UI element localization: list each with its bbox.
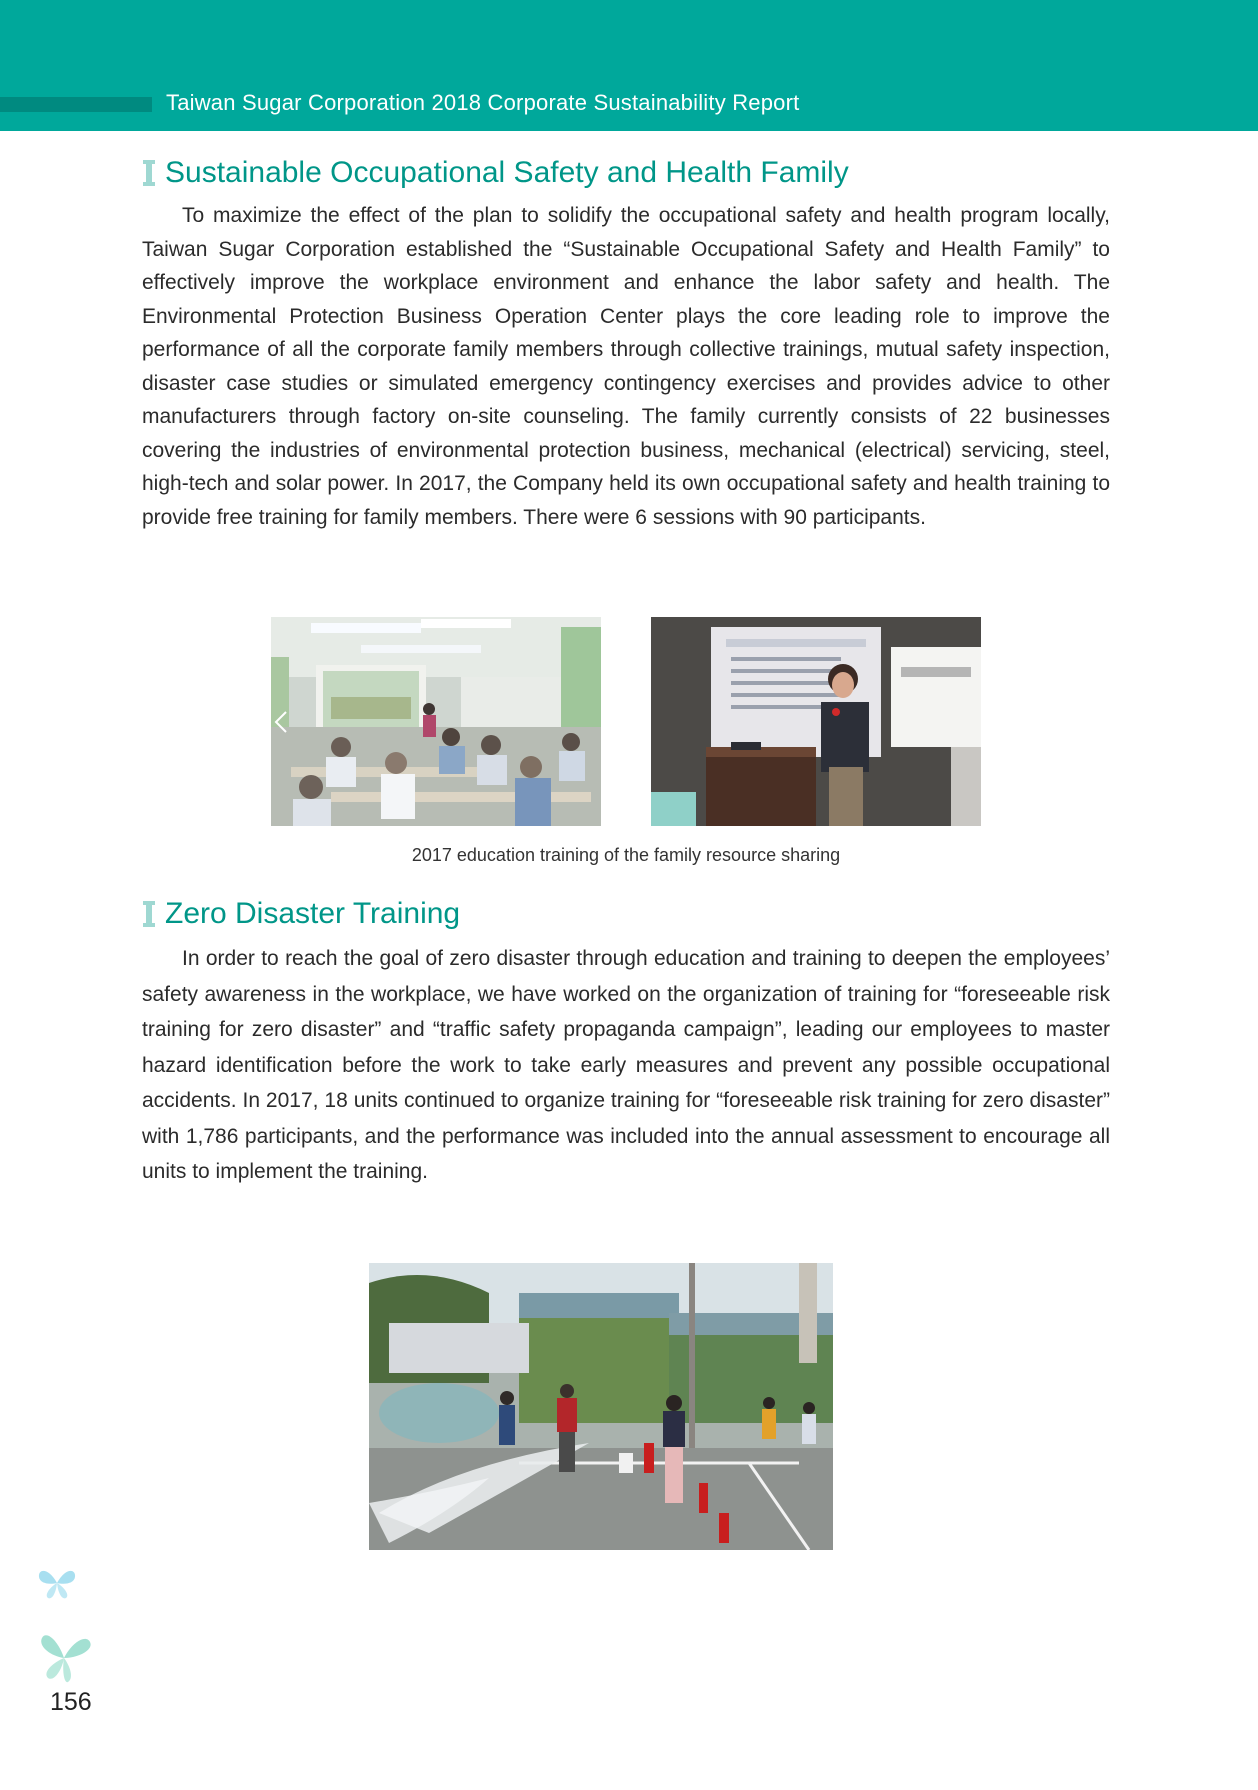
section-title: Sustainable Occupational Safety and Health Family: [165, 156, 849, 189]
section-heading-zero-disaster: [143, 897, 460, 931]
photo-fire-extinguisher-drill: [369, 1263, 833, 1550]
page-number: 156: [50, 1688, 92, 1716]
heading-marker-icon: [143, 901, 155, 927]
butterfly-icon: [36, 1565, 78, 1601]
photo-speaker-podium: [651, 617, 981, 826]
section-heading-osh-family: [143, 156, 849, 190]
header-accent-bar: [0, 97, 152, 112]
heading-marker-icon: [143, 160, 155, 186]
section-title: Zero Disaster Training: [165, 897, 461, 930]
report-title: Taiwan Sugar Corporation 2018 Corporate Sustainability Report: [166, 90, 800, 115]
section-body: To maximize the effect of the plan to solidify the occupational safety and health program locally, Taiwan Sugar Corporation established the “Sustainable Occupational Safety and Health Family” to effectively improve the workplace environment and enhance the labor safety and health. The Environmental Protection Business Operation Center plays the core leading role to improve the performance of all the corporate family members through collective trainings, mutual safety inspection, disaster case studies or simulated emergency contingency exercises and provides advice to other manufacturers through factory on-site counseling. The family currently consists of 22 businesses covering the industries of environmental protection business, mechanical (electrical) servicing, steel, high-tech and solar power. In 2017, the Company held its own occupational safety and health training to provide free training for family members. There were 6 sessions with 90 participants.: [142, 204, 1110, 529]
photo-classroom-training: [271, 617, 601, 826]
photo-caption: 2017 education training of the family resource sharing: [411, 845, 841, 865]
butterfly-icon: [36, 1628, 94, 1684]
section-body: In order to reach the goal of zero disaster through education and training to deepen the employees’ safety awareness in the workplace, we have worked on the organization of training for “foreseeable risk training for zero disaster” and “traffic safety propaganda campaign”, leading our employees to master hazard identification before the work to take early measures and prevent any possible occupational accidents. In 2017, 18 units continued to organize training for “foreseeable risk training for zero disaster” with 1,786 participants, and the performance was included into the annual assessment to encourage all units to implement the training.: [142, 947, 1110, 1183]
